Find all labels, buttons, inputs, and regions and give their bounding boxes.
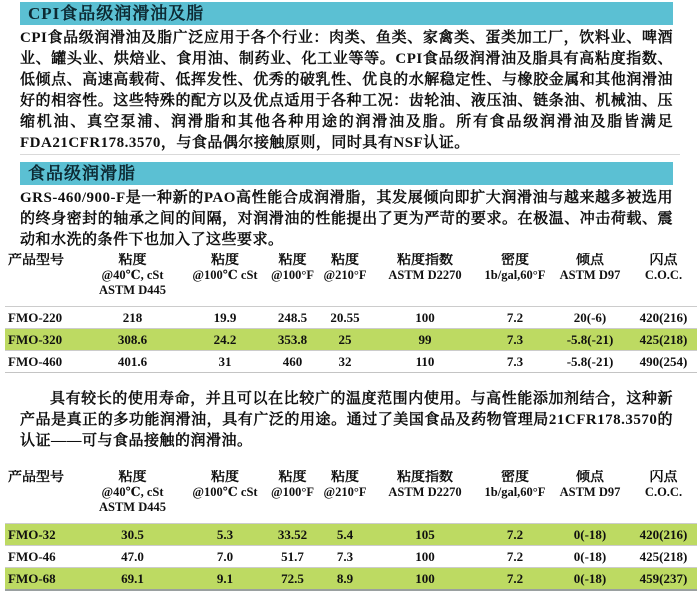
cell-value: 69.1 bbox=[121, 570, 144, 586]
cell-model: FMO-32 bbox=[8, 526, 56, 542]
spec-table-2 bbox=[5, 470, 697, 591]
table-row-fmo-320 bbox=[5, 329, 697, 351]
paragraph-intro: CPI食品级润滑油及脂广泛应用于各个行业：肉类、鱼类、家禽类、蛋类加工厂，饮料业、啤酒业、罐头业、烘焙业、食用油、制药业、化工业等等。CPI食品级润滑油及脂具有高粘度指数、低倾点、高速高载荷、低挥发性、优秀的破乳性、优良的水解稳定性、与橡胶金属和其他润滑油好的相容性。这些特殊的配方以及优点适用于各种工况：齿轮油、液压油、链条油、机械油、压缩机油、真空泵浦、润滑脂和其他各种用途的润滑油及脂。所有食品级润滑油及脂皆满足FDA21CFR178.3570，与食品偶尔接触原则，同时具有NSF认证。 bbox=[20, 30, 673, 151]
cell-value: 19.9 bbox=[213, 309, 237, 325]
paragraph-fmo-series: 具有较长的使用寿命，并且可以在比较广的温度范围内使用。与高性能添加剂结合，这种新产品是真正的多功能润滑油，具有广泛的用途。通过了美国食品及药物管理局21CFR178.3570的认证——可与食品接触的润滑油。 bbox=[20, 391, 673, 449]
cell-value: 0(-18) bbox=[573, 570, 607, 586]
cell-model: FMO-46 bbox=[8, 548, 56, 564]
paragraph-grease: GRS-460/900-F是一种新的PAO高性能合成润滑脂，其发展倾向即扩大润滑油与越来越多被选用的终身密封的轴承之间的间隔，对润滑油的性能提出了更为严苛的要求。在极温、冲击荷载、震动和水洗的条件下也加入了这些要求。 bbox=[20, 190, 673, 248]
col-header-pour-point: 倾点 ASTM D97 bbox=[559, 253, 621, 282]
cell-value: 51.7 bbox=[281, 548, 304, 564]
cell-model: FMO-460 bbox=[8, 353, 63, 369]
col-header-flash-point: 闪点 C.O.C. bbox=[644, 253, 683, 282]
cell-value: 8.9 bbox=[336, 570, 354, 586]
cell-value: 420(216) bbox=[639, 526, 688, 542]
col-header-flash-point: 闪点 C.O.C. bbox=[644, 470, 683, 499]
table-row-fmo-46 bbox=[5, 546, 697, 568]
col-header-visc-210f: 粘度 @210°F bbox=[323, 470, 367, 499]
section-title-grease: 食品级润滑脂 bbox=[28, 164, 136, 183]
col-header-visc-100c: 粘度 @100℃ cSt bbox=[192, 470, 258, 499]
col-header-density: 密度 1b/gal,60°F bbox=[484, 470, 546, 499]
cell-value: 353.8 bbox=[277, 331, 308, 347]
cell-model: FMO-68 bbox=[8, 570, 56, 586]
col-header-visc-100f: 粘度 @100°F bbox=[270, 470, 314, 499]
cell-value: 7.2 bbox=[506, 309, 524, 325]
col-header-visc-40c: 粘度 @40℃, cSt ASTM D445 bbox=[98, 253, 167, 297]
cell-value: 30.5 bbox=[121, 526, 144, 542]
cell-model: FMO-320 bbox=[8, 331, 63, 347]
cell-value: 99 bbox=[418, 331, 432, 347]
cell-value: 100 bbox=[415, 309, 435, 325]
spec-table-1 bbox=[5, 253, 697, 373]
cell-value: 20(-6) bbox=[573, 309, 607, 325]
cell-value: 425(218) bbox=[639, 548, 688, 564]
section-divider bbox=[20, 154, 680, 155]
cell-value: 0(-18) bbox=[573, 548, 607, 564]
cell-value: 47.0 bbox=[121, 548, 144, 564]
col-header-visc-index: 粘度指数 ASTM D2270 bbox=[388, 470, 462, 499]
cell-value: 7.3 bbox=[336, 548, 354, 564]
cell-value: 7.0 bbox=[216, 548, 234, 564]
cell-value: 72.5 bbox=[281, 570, 304, 586]
cell-value: 420(216) bbox=[639, 309, 688, 325]
col-header-visc-40c: 粘度 @40℃, cSt ASTM D445 bbox=[98, 470, 167, 514]
cell-value: 9.1 bbox=[216, 570, 234, 586]
section-title-bar-main bbox=[20, 2, 673, 25]
section-title-main: CPI食品级润滑油及脂 bbox=[28, 4, 205, 23]
cell-value: 100 bbox=[415, 548, 435, 564]
cell-value: 33.52 bbox=[277, 526, 308, 542]
section-title-bar-grease bbox=[20, 162, 673, 185]
col-header-visc-100f: 粘度 @100°F bbox=[270, 253, 314, 282]
cell-value: 490(254) bbox=[639, 353, 688, 369]
cell-value: 7.2 bbox=[506, 570, 524, 586]
col-header-visc-100c: 粘度 @100℃ cSt bbox=[192, 253, 258, 282]
cell-value: 24.2 bbox=[213, 331, 237, 347]
col-header-density: 密度 1b/gal,60°F bbox=[484, 253, 546, 282]
cell-value: 31 bbox=[218, 353, 232, 369]
col-header-model: 产品型号 bbox=[8, 470, 64, 485]
cell-value: 7.2 bbox=[506, 548, 524, 564]
col-header-visc-210f: 粘度 @210°F bbox=[323, 253, 367, 282]
cell-value: 0(-18) bbox=[573, 526, 607, 542]
col-header-pour-point: 倾点 ASTM D97 bbox=[559, 470, 621, 499]
cell-value: 308.6 bbox=[117, 331, 148, 347]
table-row-fmo-220 bbox=[5, 307, 697, 329]
cell-value: 460 bbox=[282, 353, 303, 369]
cell-value: 7.3 bbox=[506, 331, 524, 347]
cell-value: 32 bbox=[338, 353, 352, 369]
cell-value: 110 bbox=[415, 353, 435, 369]
cell-value: 25 bbox=[338, 331, 352, 347]
table-row-fmo-68 bbox=[5, 568, 697, 591]
cell-value: 7.2 bbox=[506, 526, 524, 542]
cell-value: 20.55 bbox=[330, 309, 360, 325]
cell-value: 100 bbox=[415, 570, 435, 586]
cell-value: -5.8(-21) bbox=[566, 331, 614, 347]
cell-value: 248.5 bbox=[277, 309, 308, 325]
cell-model: FMO-220 bbox=[8, 309, 63, 325]
cell-value: 5.4 bbox=[336, 526, 354, 542]
col-header-visc-index: 粘度指数 ASTM D2270 bbox=[388, 253, 462, 282]
cell-value: 459(237) bbox=[639, 570, 688, 586]
cell-value: 425(218) bbox=[639, 331, 688, 347]
cell-value: 401.6 bbox=[117, 353, 148, 369]
cell-value: -5.8(-21) bbox=[566, 353, 614, 369]
cell-value: 105 bbox=[415, 526, 435, 542]
table-row-fmo-460 bbox=[5, 351, 697, 373]
col-header-model: 产品型号 bbox=[8, 253, 64, 268]
cell-value: 7.3 bbox=[506, 353, 524, 369]
cell-value: 5.3 bbox=[216, 526, 234, 542]
spec-table-2-header bbox=[5, 470, 697, 515]
cell-value: 218 bbox=[122, 309, 143, 325]
spec-table-1-header bbox=[5, 253, 697, 298]
table-row-fmo-32 bbox=[5, 524, 697, 546]
